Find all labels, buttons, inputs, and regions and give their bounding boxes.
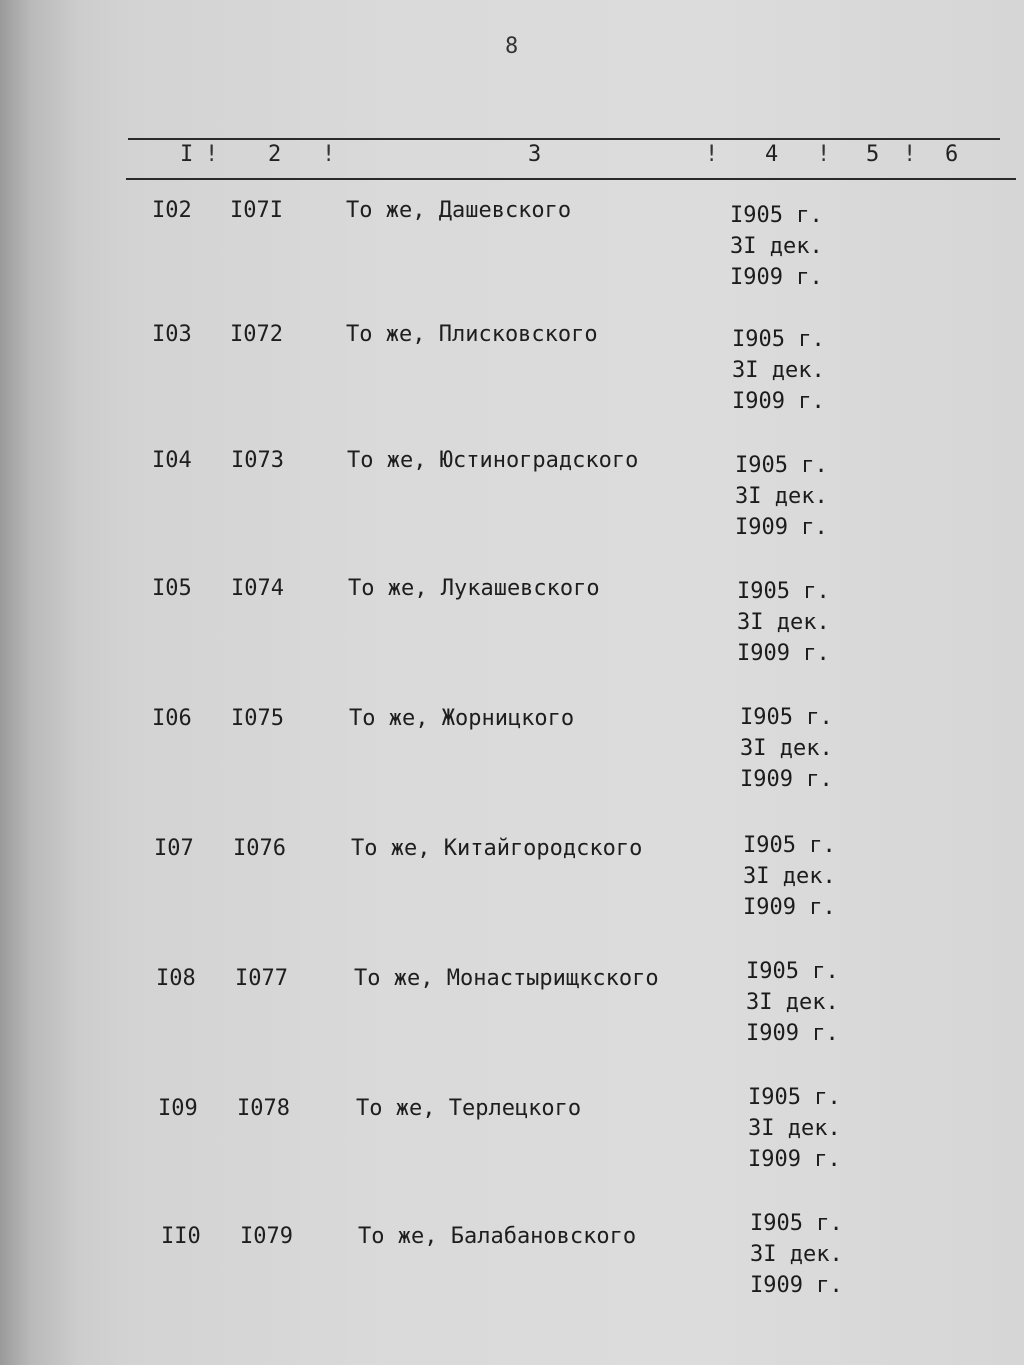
start-year: I905 г. [732,327,825,352]
row-title: То же, Плисковского [346,322,598,347]
header-col-3: 3 [528,142,542,167]
row-code: I079 [240,1224,293,1249]
row-dates [743,830,836,923]
start-year: I905 г. [740,705,833,730]
start-year: I905 г. [730,203,823,228]
end-year: I909 г. [748,1147,841,1172]
row-number: I03 [152,322,192,347]
header-separator: ! [817,142,831,167]
row-number: I07 [154,836,194,861]
row-title: То же, Лукашевского [348,576,600,601]
table-row [0,959,1024,1086]
header-separator: ! [322,142,336,167]
row-dates [748,1082,841,1175]
end-year: I909 г. [730,265,823,290]
row-code: I074 [231,576,284,601]
header-col-2: 2 [268,142,282,167]
row-code: I078 [237,1096,290,1121]
row-title: То же, Китайгородского [351,836,643,861]
header-col-1: I [180,142,194,167]
end-year: I909 г. [735,515,828,540]
row-dates [730,200,823,293]
start-year: I905 г. [746,959,839,984]
row-number: I09 [158,1096,198,1121]
table-row [0,576,1024,696]
row-title: То же, Дашевского [346,198,572,223]
table-row [0,1085,1024,1216]
row-number: I06 [152,706,192,731]
row-title: То же, Балабановского [358,1224,637,1249]
row-code: I072 [230,322,283,347]
table-row [0,322,1024,442]
row-number: II0 [161,1224,201,1249]
start-year: I905 г. [735,453,828,478]
start-year: I905 г. [743,833,836,858]
end-year: I909 г. [746,1021,839,1046]
start-year: I905 г. [748,1085,841,1110]
end-year: I909 г. [737,641,830,666]
table-row [0,833,1024,956]
start-year: I905 г. [737,579,830,604]
end-day: 3I дек. [748,1116,841,1141]
row-title: То же, Жорницкого [349,706,575,731]
row-title: То же, Монастырищкского [354,966,659,991]
end-day: 3I дек. [743,864,836,889]
row-dates [732,324,825,417]
table-row [0,706,1024,826]
end-year: I909 г. [732,389,825,414]
table-header-bottom-rule [126,178,1016,180]
end-day: 3I дек. [740,736,833,761]
end-day: 3I дек. [735,484,828,509]
row-number: I05 [152,576,192,601]
header-separator: ! [903,142,917,167]
end-year: I909 г. [740,767,833,792]
row-number: I04 [152,448,192,473]
end-day: 3I дек. [737,610,830,635]
end-day: 3I дек. [746,990,839,1015]
row-number: I08 [156,966,196,991]
header-separator: ! [705,142,719,167]
row-dates [735,450,828,543]
table-row [0,448,1024,568]
row-dates [740,702,833,795]
start-year: I905 г. [750,1211,843,1236]
end-year: I909 г. [743,895,836,920]
header-col-6: 6 [945,142,959,167]
row-number: I02 [152,198,192,223]
end-day: 3I дек. [732,358,825,383]
row-title: То же, Юстиноградского [347,448,639,473]
header-separator: ! [205,142,219,167]
table-row [0,1211,1024,1344]
row-code: I076 [233,836,286,861]
row-code: I075 [231,706,284,731]
table-row [0,198,1024,318]
end-day: 3I дек. [730,234,823,259]
row-code: I07I [230,198,283,223]
end-year: I909 г. [750,1273,843,1298]
page-number: 8 [505,34,519,59]
table-top-rule [128,138,1000,140]
row-dates [737,576,830,669]
row-title: То же, Терлецкого [356,1096,582,1121]
header-col-4: 4 [765,142,779,167]
row-dates [746,956,839,1049]
row-dates [750,1208,843,1301]
end-day: 3I дек. [750,1242,843,1267]
row-code: I077 [235,966,288,991]
header-col-5: 5 [866,142,880,167]
row-code: I073 [231,448,284,473]
